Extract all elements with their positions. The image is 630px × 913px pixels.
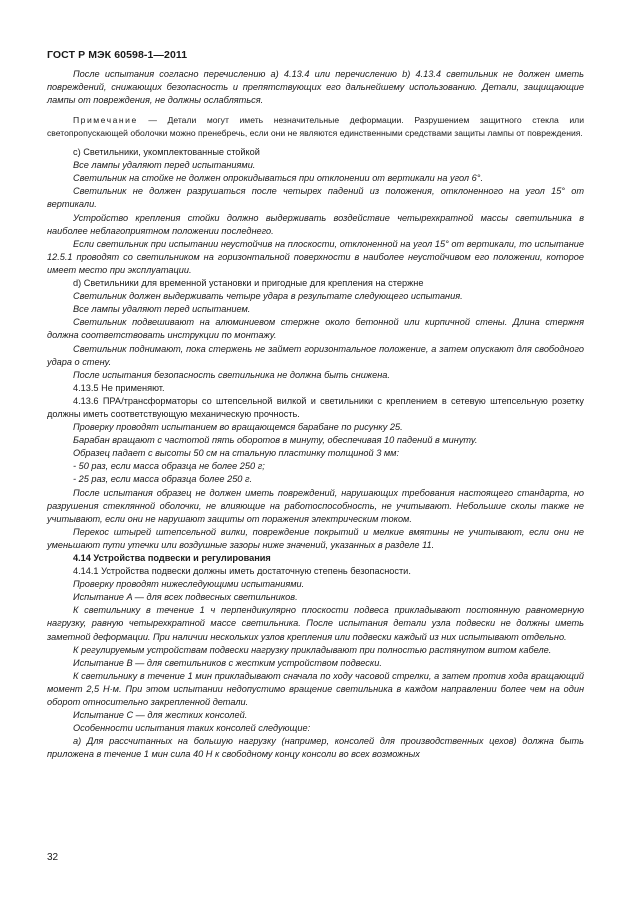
clause-4-13-6: 4.13.6 ПРА/трансформаторы со штепсельной вилкой и светильники с креплением в сетевую штепсельную розетку должны иметь соответствующую механическую прочность. [47,395,584,419]
section-c-line: Светильник на стойке не должен опрокидываться при отклонении от вертикали на угол 6°. [73,173,483,184]
clause-4-13-6-line: Перекос штырей штепсельной вилки, повреждение покрытий и мелкие вмятины не учитывают, если они не уменьшают пути утечки или воздушные зазоры ниже значений, указанных в разделе 11. [47,526,584,550]
section-d-line: Светильник поднимают, пока стержень не займет горизонтальное положение, а затем опускают для свободного удара о стену. [47,343,584,367]
body-text [47,68,584,762]
section-d-line: Светильник подвешивают на алюминиевом стержне около бетонной или кирпичной стены. Длина стержня должна соответствовать инструкции по монтажу. [47,317,584,341]
note [47,114,584,139]
clause-4-13-6-line: Проверку проводят испытанием во вращающемся барабане по рисунку 25. [73,422,403,433]
clause-4-14-line: К регулируемым устройствам подвески нагрузку прикладывают при полностью растянутом витом кабеле. [73,644,552,655]
clause-4-14-line: Испытание A — для всех подвесных светильников. [73,592,298,603]
section-d-line: Все лампы удаляют перед испытанием. [73,304,251,315]
clause-4-13-6-line: Образец падает с высоты 50 см на стальную пластинку толщиной 3 мм: [73,448,400,459]
paragraph: После испытания согласно перечислению a) 4.13.4 или перечислению b) 4.13.4 светильник не должен иметь повреждений, снижающих безопасность и препятствующих его дальнейшему использованию. Детали, защищающие лампы от повреждения, не должны ослабляться. [47,69,584,106]
section-c-line: Светильник не должен разрушаться после четырех падений из положения, отклоненного на угол 15° от вертикали. [47,186,584,210]
clause-4-14-heading: 4.14 Устройства подвески и регулирования [73,553,271,563]
note-label: Примечание [73,115,138,126]
page-header: ГОСТ Р МЭК 60598-1—2011 [47,49,188,61]
clause-4-13-6-line: После испытания образец не должен иметь повреждений, нарушающих требования настоящего стандарта, но разрушения стеклянной оболочки, не влияющие на работоспособность, не учитывают. Небольшие сколы также не учитывают, если они не нарушают защиты от поражения электрическим током. [47,487,584,524]
section-c-line: Устройство крепления стойки должно выдерживать воздействие четырехкратной массы светильника в наиболее неблагоприятном положении последнего. [47,212,584,236]
clause-4-14-line: К светильнику в течение 1 мин прикладывают сначала по ходу часовой стрелки, а затем против хода вращающий момент 2,5 Н·м. При этом испытании недопустимо вращение светильника в каждом направлении более чем на один оборот относительно закрепленной детали. [47,670,584,708]
clause-4-14-line: Испытание C — для жестких консолей. [73,710,248,721]
clause-4-13-6-line: - 25 раз, если масса образца более 250 г. [73,474,253,485]
clause-4-14-line: Особенности испытания таких консолей следующие: [73,723,311,734]
section-c-line: Если светильник при испытании неустойчив на плоскости, отклоненной на угол 15° от вертикали, то испытание 12.5.1 проводят со светильником на горизонтальной поверхности в наиболее неустойчивом его положении, которое имеет место при эксплуатации. [47,238,584,275]
clause-4-14-line: Проверку проводят нижеследующими испытаниями. [73,579,305,590]
note-text: — Детали могут иметь незначительные деформации. Разрушением защитного стекла или светопропускающей оболочки можно пренебречь, если они не являются единственными средствами защиты лампы от повреждения. [47,115,584,138]
clause-4-13-5: 4.13.5 Не применяют. [73,382,165,393]
clause-4-14-line: 4.14.1 Устройства подвески должны иметь достаточную степень безопасности. [73,566,411,577]
clause-4-14-line: a) Для рассчитанных на большую нагрузку (например, консолей для производственных цехов) должна быть приложена в течение 1 мин сила 40 Н к свободному концу консоли во всех возможных [47,736,584,760]
section-c-title: c) Светильники, укомплектованные стойкой [73,147,260,158]
section-d-line: После испытания безопасность светильника не должна быть снижена. [73,369,390,380]
section-c-line: Все лампы удаляют перед испытаниями. [73,160,256,171]
clause-4-13-6-line: Барабан вращают с частотой пять оборотов в минуту, обеспечивая 10 падений в минуту. [73,435,478,446]
clause-4-13-6-line: - 50 раз, если масса образца не более 250 г; [73,461,265,472]
section-d-title: d) Светильники для временной установки и пригодные для крепления на стержне [73,278,424,289]
clause-4-14-line: Испытание B — для светильников с жестким устройством подвески. [73,657,382,668]
section-d-line: Светильник должен выдерживать четыре удара в результате следующего испытания. [73,291,463,302]
clause-4-14-line: К светильнику в течение 1 ч перпендикулярно плоскости подвеса прикладывают постоянную равномерную нагрузку, равную четырехкратной массе светильника. После испытания детали узла подвески не должны иметь заметной деформации. При наличии нескольких узлов крепления или подвески каждый из них испытывают отдельно. [47,605,584,642]
page-number: 32 [47,852,59,863]
